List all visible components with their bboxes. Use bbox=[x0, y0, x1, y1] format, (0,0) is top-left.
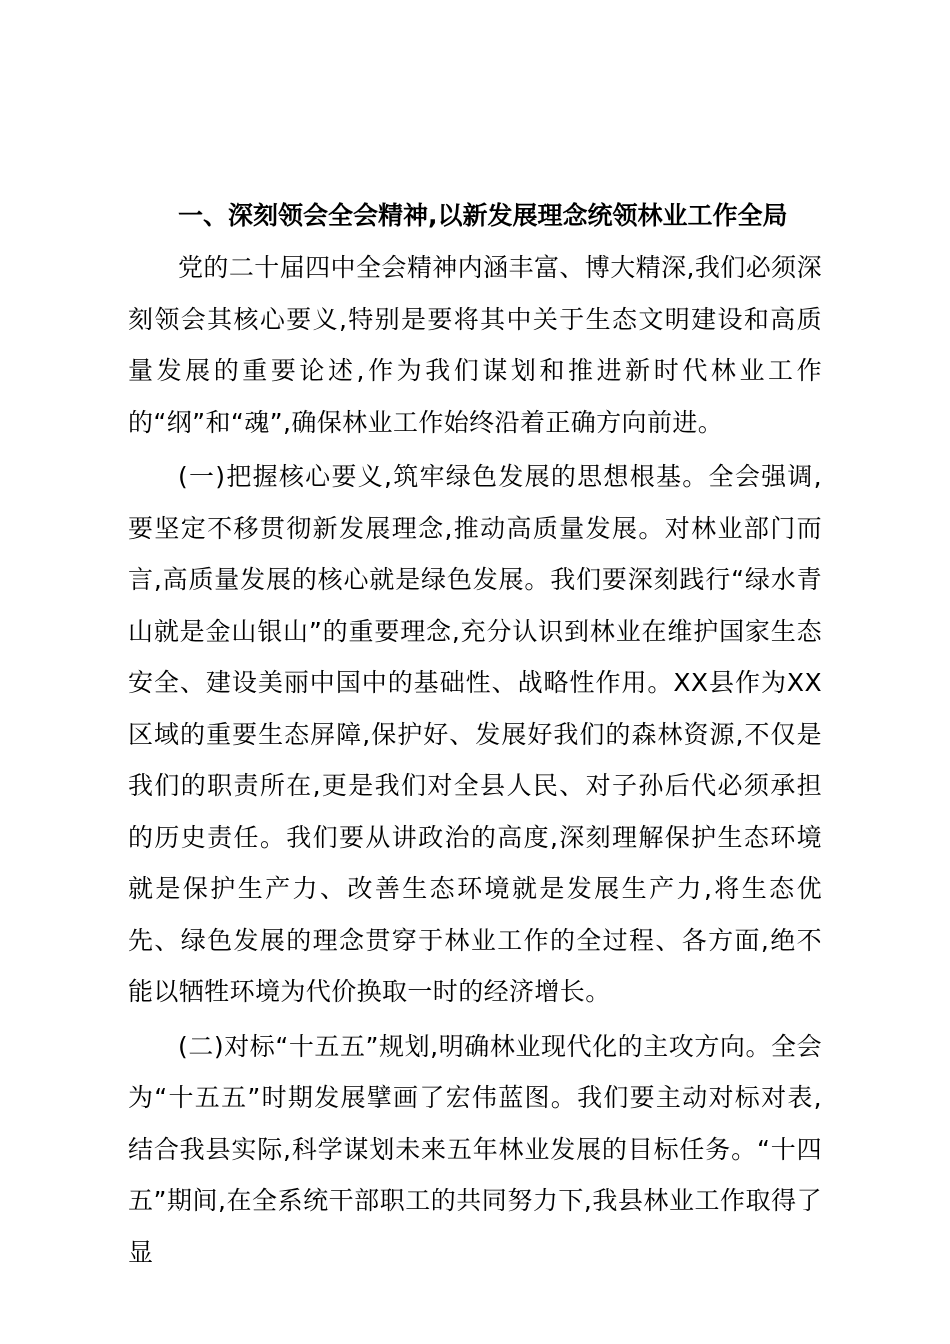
paragraph-section-1: (一)把握核心要义,筑牢绿色发展的思想根基。全会强调,要坚定不移贯彻新发展理念,推动高质量发展。对林业部门而言,高质量发展的核心就是绿色发展。我们要深刻践行“绿水青山就是金山银山”的重要理念,充分认识到林业在维护国家生态安全、建设美丽中国中的基础性、战略性作用。XX县作为XX区域的重要生态屏障,保护好、发展好我们的森林资源,不仅是我们的职责所在,更是我们对全县人民、对子孙后代必须承担的历史责任。我们要从讲政治的高度,深刻理解保护生态环境就是保护生产力、改善生态环境就是发展生产力,将生态优先、绿色发展的理念贯穿于林业工作的全过程、各方面,绝不能以牺牲环境为代价换取一时的经济增长。 bbox=[128, 462, 822, 1006]
section-heading: 一、深刻领会全会精神,以新发展理念统领林业工作全局 bbox=[178, 201, 788, 230]
paragraph-intro: 党的二十届四中全会精神内涵丰富、博大精深,我们必须深刻领会其核心要义,特别是要将其中关于生态文明建设和高质量发展的重要论述,作为我们谋划和推进新时代林业工作的“纲”和“魂”,确保林业工作始终沿着正确方向前进。 bbox=[128, 253, 822, 437]
paragraph-section-2: (二)对标“十五五”规划,明确林业现代化的主攻方向。全会为“十五五”时期发展擘画了宏伟蓝图。我们要主动对标对表,结合我县实际,科学谋划未来五年林业发展的目标任务。“十四五”期间,在全系统干部职工的共同努力下,我县林业工作取得了显 bbox=[128, 1031, 822, 1267]
document-body bbox=[128, 190, 822, 1281]
